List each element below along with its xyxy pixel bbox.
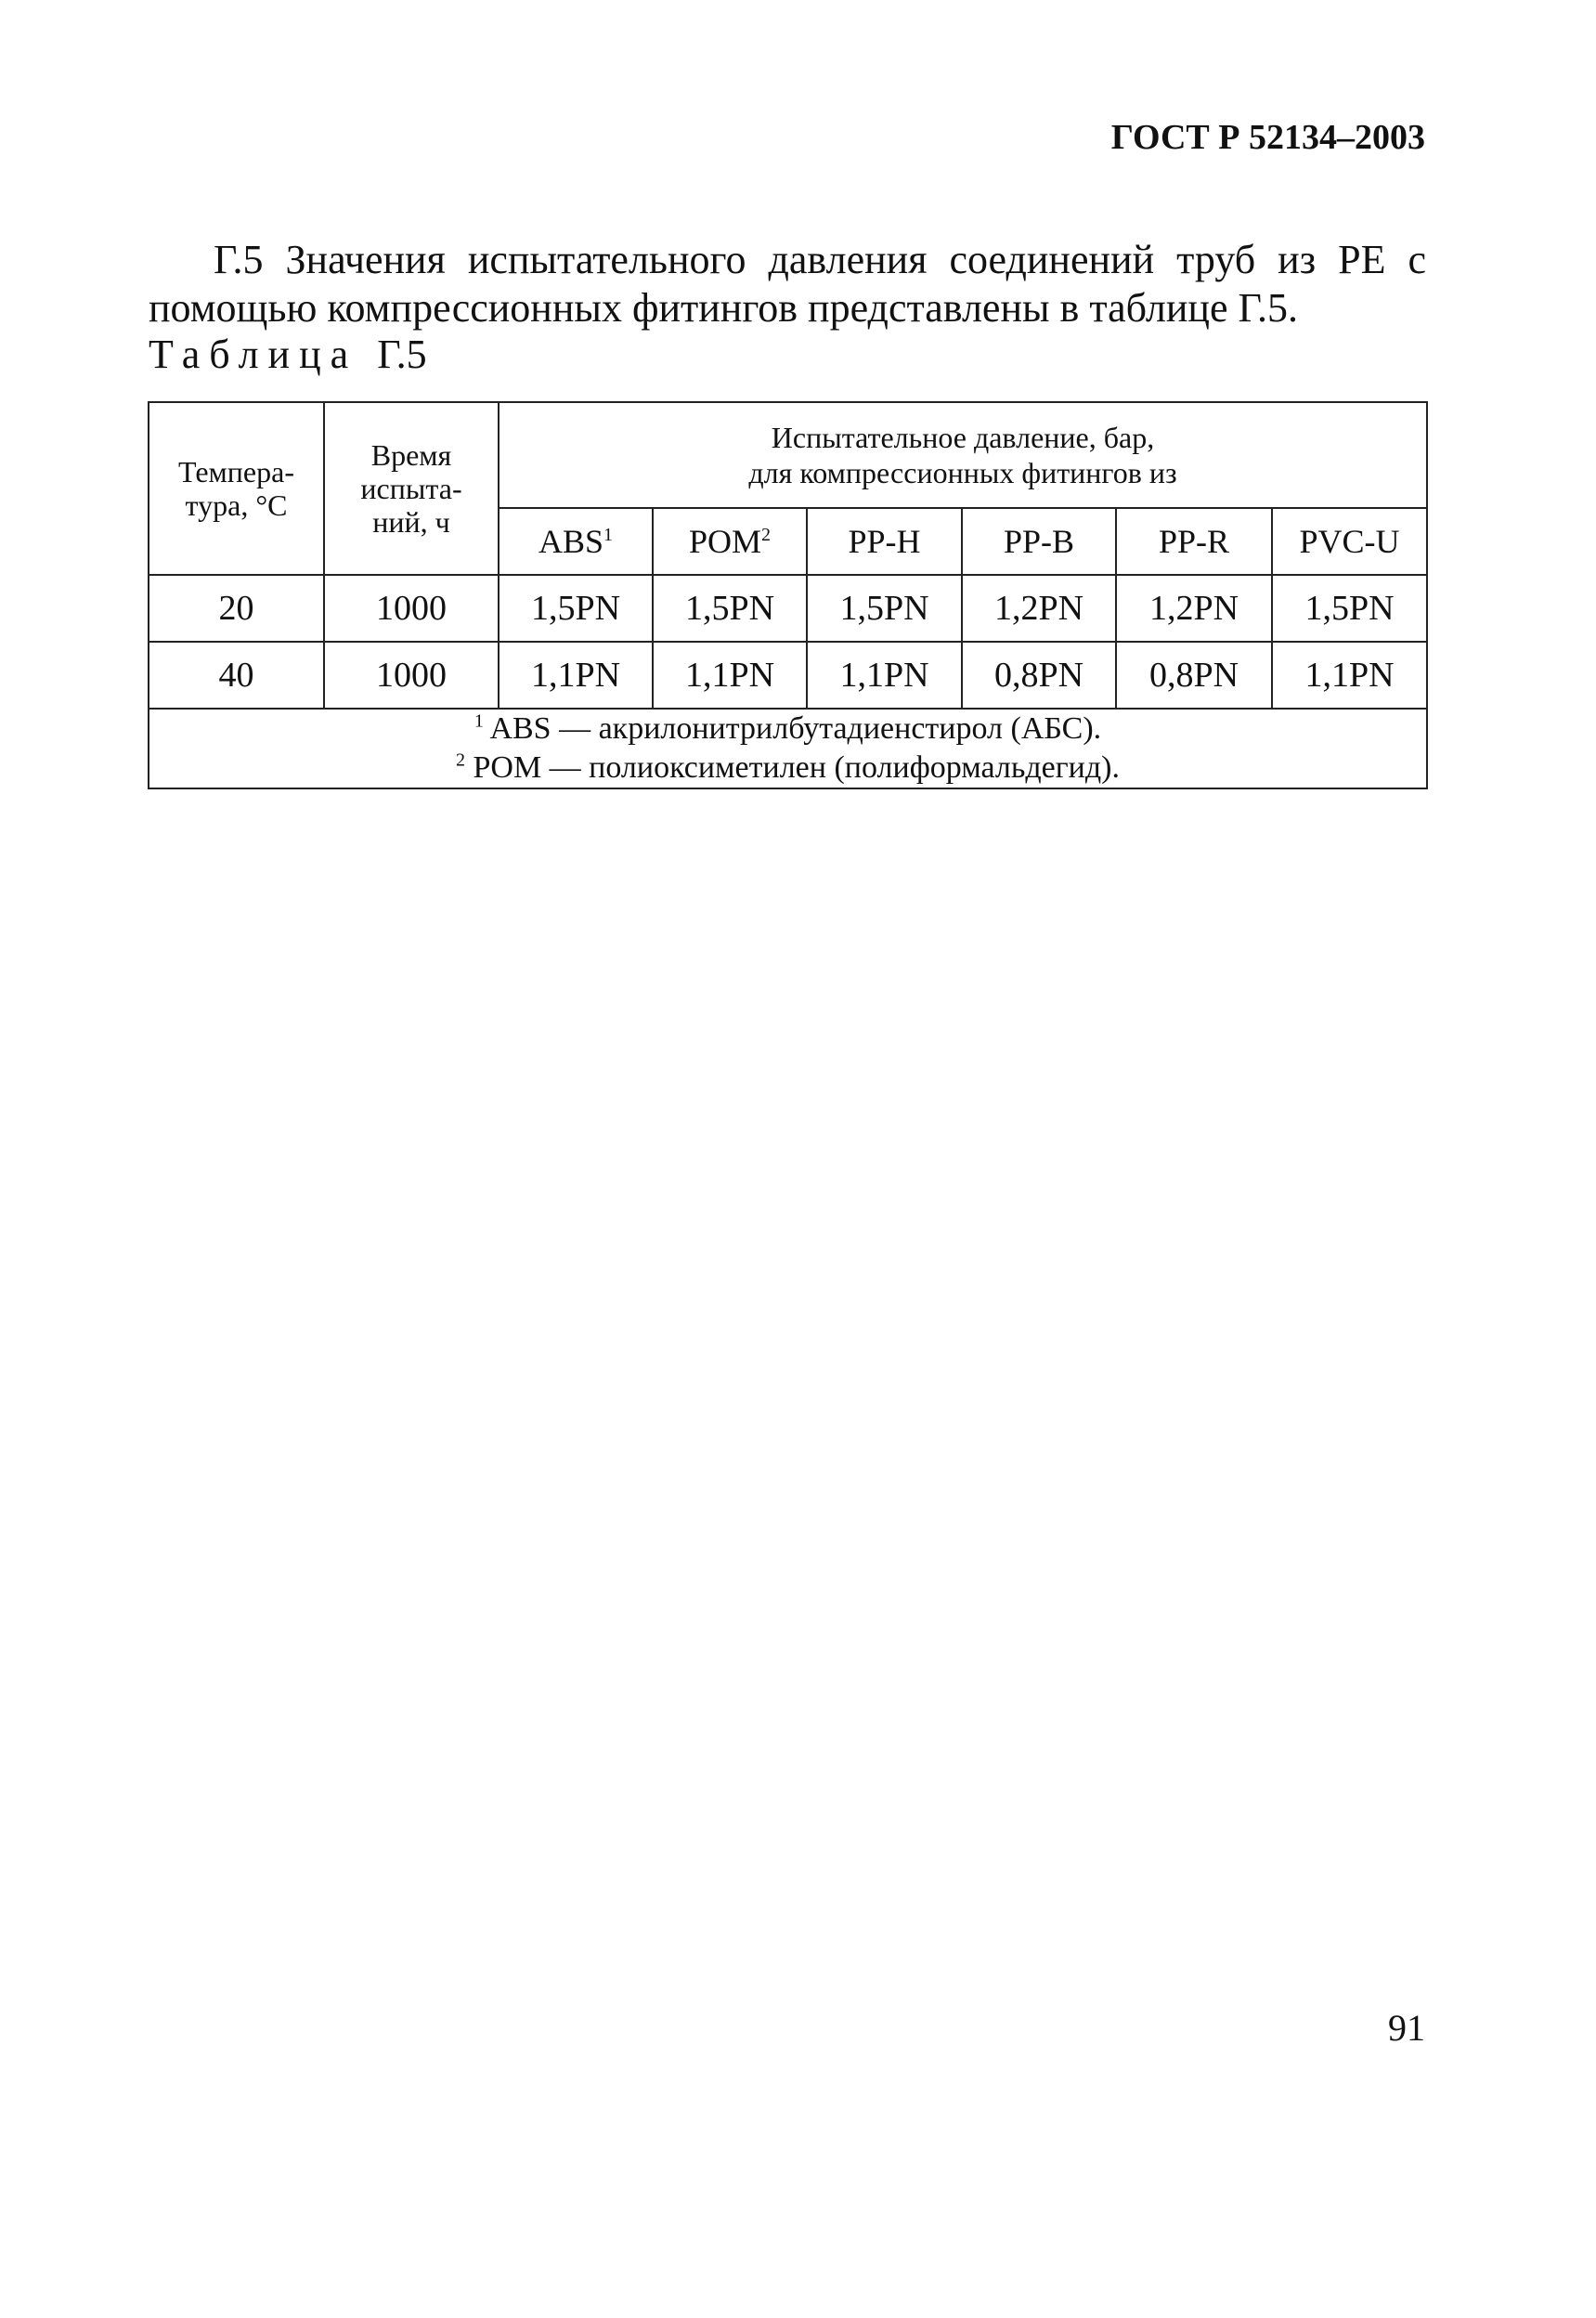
test-time-cell: 1000	[324, 575, 499, 642]
pressure-cell-pp-b: 0,8PN	[962, 642, 1116, 709]
footnote	[149, 710, 1426, 749]
footnote-text: POM — полиоксиметилен (полиформальдегид).	[473, 750, 1121, 785]
pressure-cell-pvc-u: 1,5PN	[1272, 575, 1427, 642]
test-pressure-header-line: Испытательное давление, бар,	[771, 421, 1155, 454]
footnote-text: ABS — акрилонитрилбутадиенстирол (АБС).	[489, 711, 1102, 746]
temperature-cell: 20	[149, 575, 324, 642]
footnote-mark: 2	[761, 525, 772, 545]
table-caption-number: Г.5	[377, 332, 427, 377]
material-label: PP-B	[1003, 523, 1075, 560]
test-pressure-header	[499, 402, 1427, 508]
material-label: POM	[688, 523, 762, 560]
temperature-header	[149, 402, 324, 575]
pressure-cell-abs: 1,1PN	[499, 642, 653, 709]
test-time-header	[324, 402, 499, 575]
material-header-pp-h	[807, 508, 962, 575]
pressure-cell-pom: 1,1PN	[653, 642, 807, 709]
table-row	[149, 642, 1427, 709]
test-pressure-header-line: для компрессионных фитингов из	[748, 456, 1177, 489]
footnote-mark: 1	[603, 525, 614, 545]
pressure-cell-pp-b: 1,2PN	[962, 575, 1116, 642]
temperature-cell: 40	[149, 642, 324, 709]
pressure-cell-pp-r: 1,2PN	[1116, 575, 1272, 642]
pressure-cell-pvc-u: 1,1PN	[1272, 642, 1427, 709]
test-time-cell: 1000	[324, 642, 499, 709]
footnotes-cell	[149, 709, 1427, 788]
temperature-header-line: Темпера-	[178, 455, 294, 488]
pressure-cell-pp-r: 0,8PN	[1116, 642, 1272, 709]
footnote	[149, 749, 1426, 788]
pressure-cell-pp-h: 1,1PN	[807, 642, 962, 709]
table-caption-word: Таблица	[149, 332, 358, 377]
material-header-pp-r	[1116, 508, 1272, 575]
footnote-mark: 2	[455, 749, 465, 771]
table-caption	[149, 331, 427, 378]
material-label: PVC-U	[1299, 523, 1400, 560]
page-number: 91	[1388, 2007, 1425, 2049]
pressure-cell-pom: 1,5PN	[653, 575, 807, 642]
material-header-pom	[653, 508, 807, 575]
test-time-header-line: испыта-	[360, 472, 462, 505]
material-label: ABS	[538, 523, 604, 560]
test-time-header-line: Время	[370, 438, 452, 472]
section-paragraph: Г.5 Значения испытательного давления соединений труб из РЕ с помощью компрессионных фитингов представлены в таблице Г.5.	[149, 237, 1426, 331]
material-header-abs	[499, 508, 653, 575]
footnotes-row	[149, 709, 1427, 788]
pressure-table	[148, 401, 1428, 789]
material-label: PP-R	[1158, 523, 1230, 560]
material-header-pvc-u	[1272, 508, 1427, 575]
test-time-header-line: ний, ч	[372, 505, 450, 539]
pressure-cell-abs: 1,5PN	[499, 575, 653, 642]
table-row	[149, 575, 1427, 642]
footnote-mark: 1	[474, 710, 484, 732]
temperature-header-line: тура, °С	[185, 488, 288, 522]
pressure-cell-pp-h: 1,5PN	[807, 575, 962, 642]
material-header-pp-b	[962, 508, 1116, 575]
material-label: PP-H	[848, 523, 921, 560]
document-code-header: ГОСТ Р 52134–2003	[1110, 118, 1425, 157]
